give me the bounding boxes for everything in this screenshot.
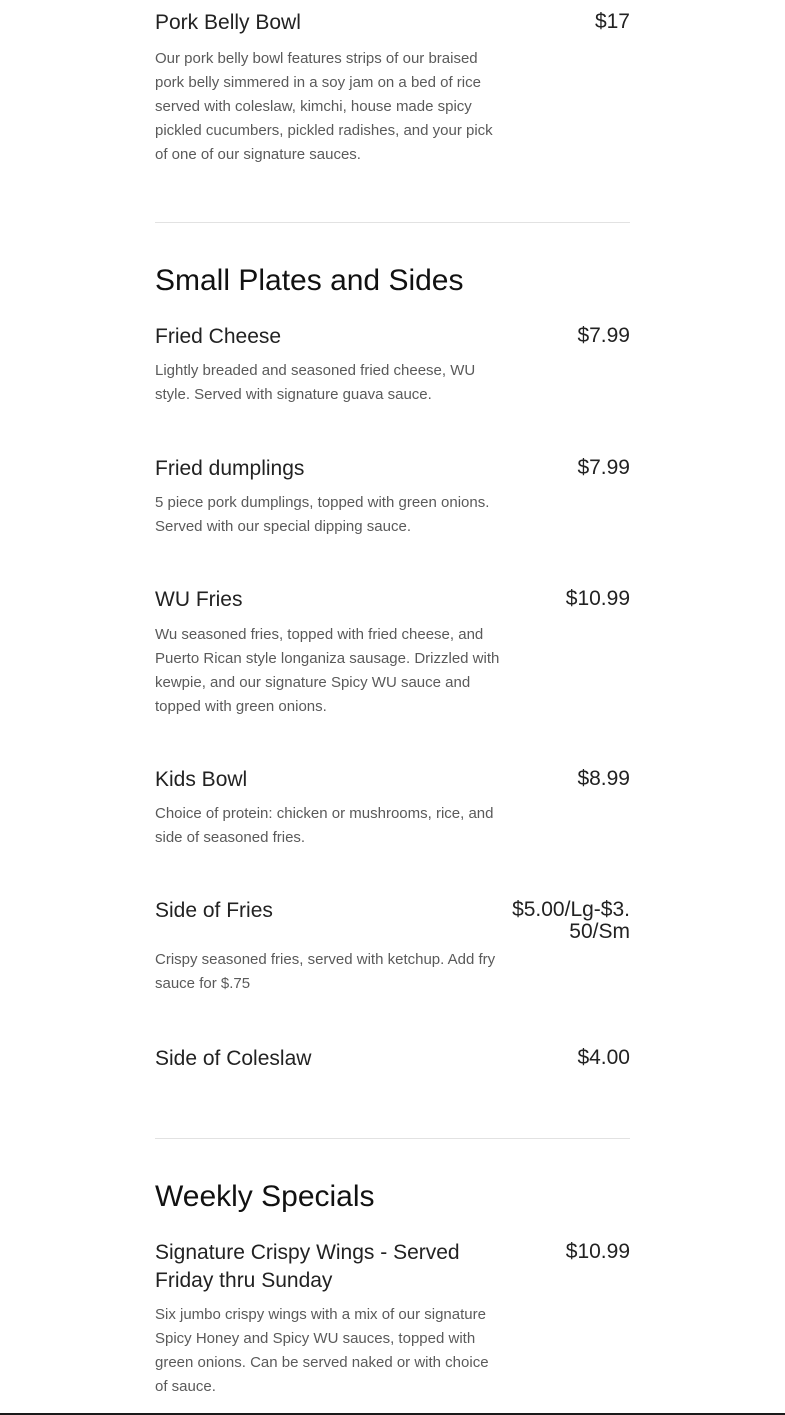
menu-item-description: Our pork belly bowl features strips of our braised pork belly simmered in a soy jam on a bed of rice served with coleslaw, kimchi, house made spicy pickled cucumbers, pickled radishes, and your pick of one of our signature sauces. (155, 50, 493, 163)
menu-item-description: Wu seasoned fries, topped with fried cheese, and Puerto Rican style longaniza sausage. Drizzled with kewpie, and our signature Spicy WU sauce and topped with green onions. (155, 626, 500, 715)
menu-item-name: Side of Fries (155, 899, 273, 922)
menu-item (155, 586, 630, 719)
menu-item-price: $10.99 (565, 1240, 630, 1263)
menu-item-description: Crispy seasoned fries, served with ketchup. Add fry sauce for $.75 (155, 951, 496, 992)
menu-item (155, 1239, 630, 1399)
menu-item-price: $4.00 (577, 1046, 630, 1069)
menu-item-name: Pork Belly Bowl (155, 11, 301, 34)
menu-item-description: Six jumbo crispy wings with a mix of our signature Spicy Honey and Spicy WU sauces, topped with green onions. Can be served naked or with choice of sauce. (155, 1306, 489, 1395)
menu-item-name: WU Fries (155, 588, 243, 611)
menu-item-description: Lightly breaded and seasoned fried cheese, WU style. Served with signature guava sauce. (155, 362, 476, 403)
section-title: Small Plates and Sides (155, 264, 464, 297)
menu-item-price: $17 (594, 10, 630, 33)
menu-item-description: 5 piece pork dumplings, topped with green onions. Served with our special dipping sauce. (155, 494, 490, 535)
menu-item-name: Side of Coleslaw (155, 1047, 312, 1070)
menu-item (155, 766, 630, 850)
menu-item (155, 897, 630, 996)
menu-item-name: Kids Bowl (155, 768, 248, 791)
menu-item-price: $7.99 (577, 324, 630, 347)
menu-item-price: $5.00/Lg-$3.50/Sm (512, 898, 630, 943)
section-divider (155, 222, 630, 223)
menu-item (155, 455, 630, 539)
menu-item-name: Fried Cheese (155, 325, 282, 348)
section-title: Weekly Specials (155, 1180, 375, 1213)
menu-item-description: Choice of protein: chicken or mushrooms, rice, and side of seasoned fries. (155, 805, 494, 846)
section-divider (155, 1138, 630, 1139)
menu-item (155, 9, 630, 167)
menu-item (155, 323, 630, 407)
menu-item-price: $10.99 (565, 587, 630, 610)
menu-item (155, 1045, 630, 1073)
menu-item-name: Signature Crispy Wings - Served Friday thru Sunday (155, 1241, 460, 1292)
menu-item-price: $8.99 (577, 767, 630, 790)
menu-item-name: Fried dumplings (155, 457, 305, 480)
menu-item-price: $7.99 (577, 456, 630, 479)
